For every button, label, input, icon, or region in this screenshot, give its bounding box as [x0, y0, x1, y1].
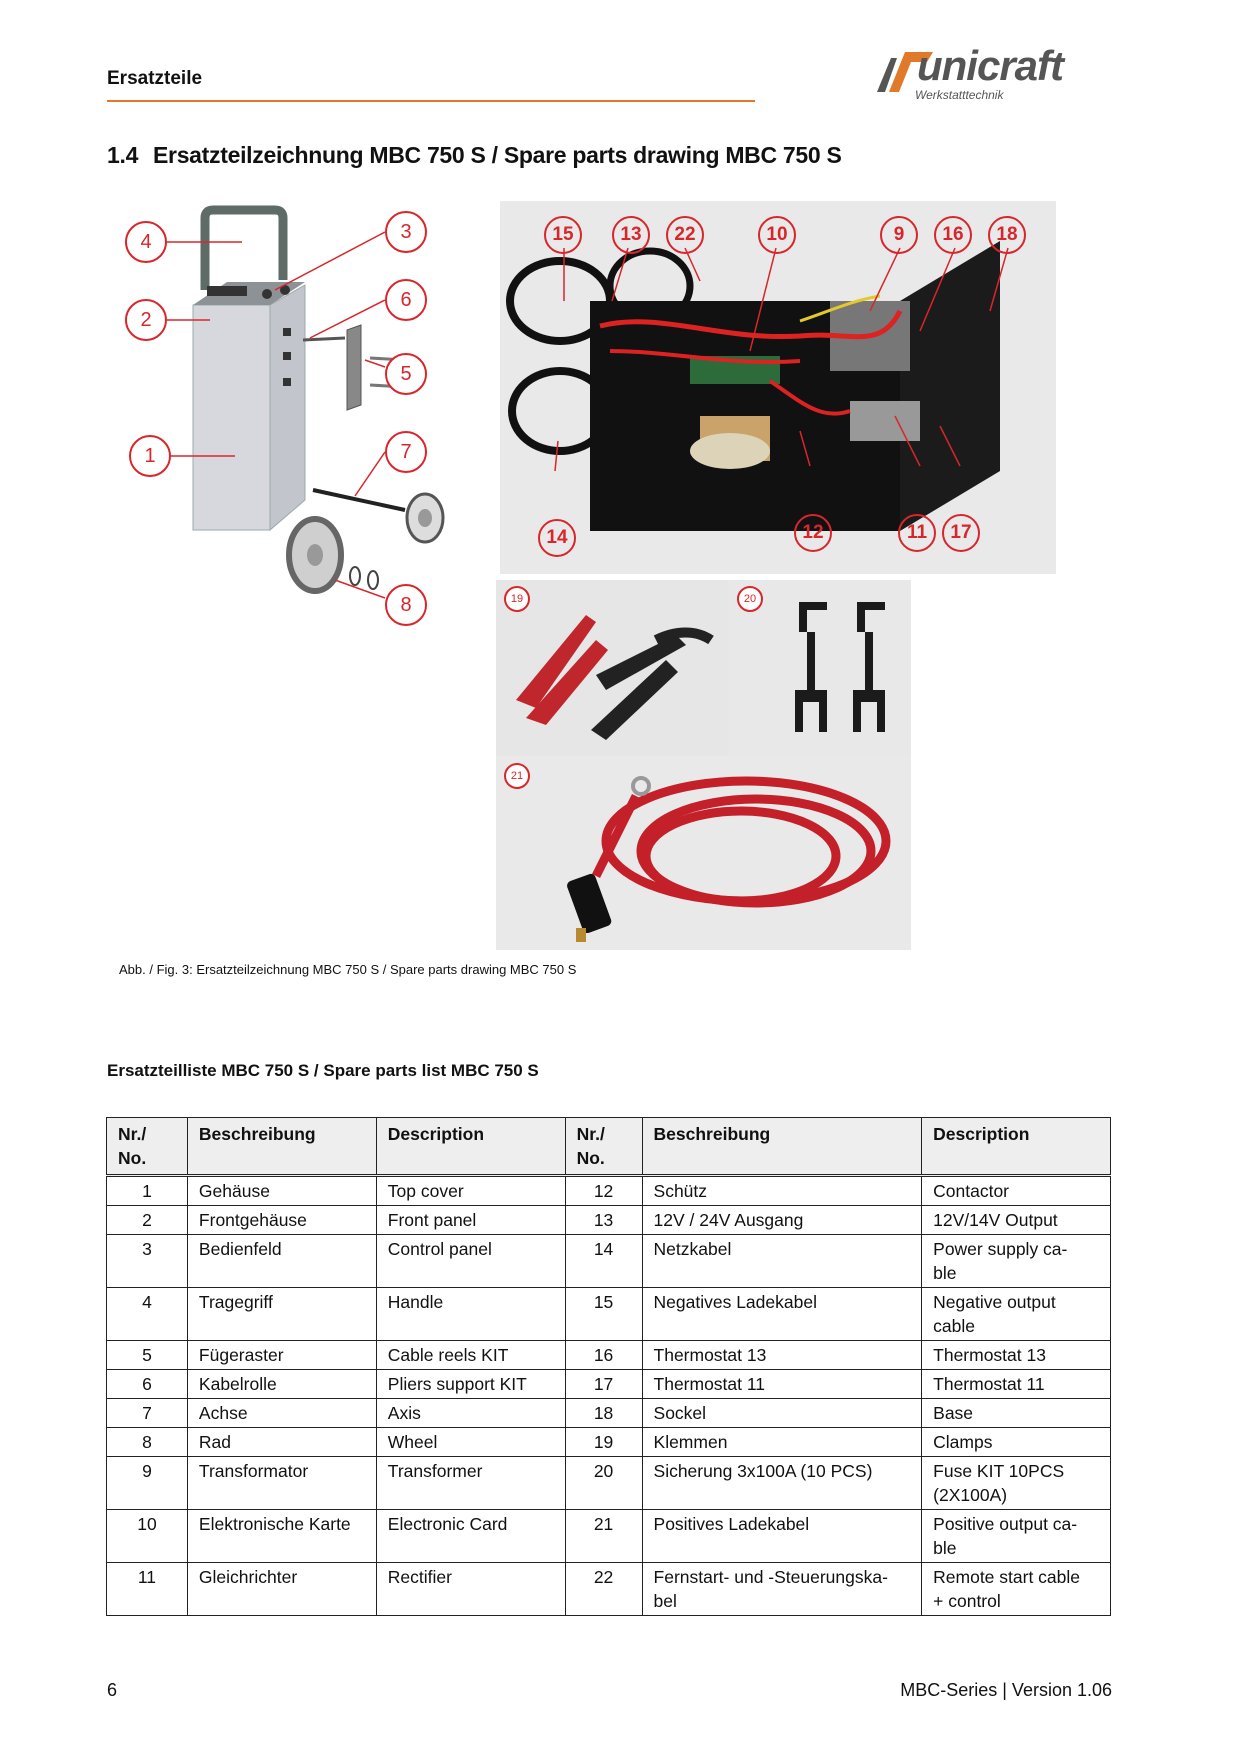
cell-beschreibung: Transformator [187, 1457, 376, 1510]
callout-8: 8 [385, 584, 427, 626]
callout-4: 4 [125, 221, 167, 263]
cell-beschreibung: Achse [187, 1399, 376, 1428]
cell-description: 12V/14V Output [922, 1206, 1111, 1235]
col-header-description: Description [922, 1118, 1111, 1176]
table-row [107, 1510, 1111, 1563]
table-row [107, 1457, 1111, 1510]
cell-no: 4 [107, 1288, 188, 1341]
cell-description: Base [922, 1399, 1111, 1428]
cell-beschreibung: Thermostat 13 [642, 1341, 922, 1370]
callout-22: 22 [666, 216, 704, 254]
cell-description: Transformer [376, 1457, 565, 1510]
table-row [107, 1370, 1111, 1399]
cell-no: 6 [107, 1370, 188, 1399]
cell-no: 20 [565, 1457, 642, 1510]
callout-9: 9 [880, 216, 918, 254]
cell-description: Pliers support KIT [376, 1370, 565, 1399]
cell-beschreibung: Tragegriff [187, 1288, 376, 1341]
figure-caption: Abb. / Fig. 3: Ersatzteilzeichnung MBC 750 S / Spare parts drawing MBC 750 S [119, 962, 577, 977]
logo-tagline: Werkstatttechnik [915, 88, 1004, 102]
col-header-beschreibung: Beschreibung [642, 1118, 922, 1176]
cell-no: 2 [107, 1206, 188, 1235]
cell-beschreibung: Positives Ladekabel [642, 1510, 922, 1563]
table-row [107, 1176, 1111, 1206]
cell-no: 18 [565, 1399, 642, 1428]
section-heading [107, 142, 842, 169]
callout-18: 18 [988, 216, 1026, 254]
cell-description: Front panel [376, 1206, 565, 1235]
cell-beschreibung: Frontgehäuse [187, 1206, 376, 1235]
callout-20: 20 [737, 586, 763, 612]
cell-description: Contactor [922, 1176, 1111, 1206]
cell-description: Control panel [376, 1235, 565, 1288]
footer-series: MBC-Series | Version 1.06 [900, 1680, 1112, 1700]
cell-beschreibung: Negatives Ladekabel [642, 1288, 922, 1341]
col-header-no: Nr./ No. [107, 1118, 188, 1176]
cell-description: Negative output cable [922, 1288, 1111, 1341]
cell-description: Clamps [922, 1428, 1111, 1457]
table-row [107, 1206, 1111, 1235]
positive-cable-photo [496, 756, 911, 950]
callout-3: 3 [385, 211, 427, 253]
cell-description: Thermostat 13 [922, 1341, 1111, 1370]
callout-2: 2 [125, 299, 167, 341]
cell-description: Positive output ca- ble [922, 1510, 1111, 1563]
table-row [107, 1399, 1111, 1428]
callout-19: 19 [504, 586, 530, 612]
cell-description: Electronic Card [376, 1510, 565, 1563]
clamps-photo [496, 580, 729, 756]
callout-21: 21 [504, 763, 530, 789]
header-rule [107, 100, 755, 102]
callout-12: 12 [794, 514, 832, 552]
cell-beschreibung: Sockel [642, 1399, 922, 1428]
col-header-beschreibung: Beschreibung [187, 1118, 376, 1176]
cell-description: Handle [376, 1288, 565, 1341]
cell-no: 12 [565, 1176, 642, 1206]
cell-no: 16 [565, 1341, 642, 1370]
cell-beschreibung: Netzkabel [642, 1235, 922, 1288]
cell-no: 21 [565, 1510, 642, 1563]
cell-beschreibung: 12V / 24V Ausgang [642, 1206, 922, 1235]
cell-no: 5 [107, 1341, 188, 1370]
cell-beschreibung: Fernstart- und -Steuerungska- bel [642, 1563, 922, 1616]
callout-7: 7 [385, 431, 427, 473]
col-header-description: Description [376, 1118, 565, 1176]
col-header-no: Nr./ No. [565, 1118, 642, 1176]
cell-no: 13 [565, 1206, 642, 1235]
cell-description: Remote start cable + control [922, 1563, 1111, 1616]
cell-beschreibung: Gleichrichter [187, 1563, 376, 1616]
parts-list-title: Ersatzteilliste MBC 750 S / Spare parts list MBC 750 S [107, 1061, 539, 1080]
brand-logo [875, 44, 1110, 106]
section-heading-text: Ersatzteilzeichnung MBC 750 S / Spare parts drawing MBC 750 S [153, 142, 842, 168]
cell-no: 17 [565, 1370, 642, 1399]
cell-description: Wheel [376, 1428, 565, 1457]
cell-no: 22 [565, 1563, 642, 1616]
cell-description: Top cover [376, 1176, 565, 1206]
cell-description: Power supply ca- ble [922, 1235, 1111, 1288]
cell-beschreibung: Kabelrolle [187, 1370, 376, 1399]
cell-description: Rectifier [376, 1563, 565, 1616]
callout-5: 5 [385, 353, 427, 395]
cell-beschreibung: Thermostat 11 [642, 1370, 922, 1399]
callout-14: 14 [538, 519, 576, 557]
table-row [107, 1428, 1111, 1457]
page-number: 6 [107, 1680, 118, 1700]
cell-beschreibung: Fügeraster [187, 1341, 376, 1370]
table-header-row [107, 1118, 1111, 1176]
parts-table [106, 1117, 1111, 1616]
cell-beschreibung: Gehäuse [187, 1176, 376, 1206]
cell-no: 1 [107, 1176, 188, 1206]
cell-beschreibung: Sicherung 3x100A (10 PCS) [642, 1457, 922, 1510]
cell-no: 15 [565, 1288, 642, 1341]
cell-beschreibung: Elektronische Karte [187, 1510, 376, 1563]
cell-no: 7 [107, 1399, 188, 1428]
callout-10: 10 [758, 216, 796, 254]
cell-beschreibung: Bedienfeld [187, 1235, 376, 1288]
cell-description: Thermostat 11 [922, 1370, 1111, 1399]
callout-16: 16 [934, 216, 972, 254]
header-section-title: Ersatzteile [107, 68, 203, 89]
cell-beschreibung: Rad [187, 1428, 376, 1457]
table-row [107, 1341, 1111, 1370]
cell-beschreibung: Klemmen [642, 1428, 922, 1457]
charger-interior-photo [500, 201, 1056, 574]
callout-13: 13 [612, 216, 650, 254]
cell-no: 9 [107, 1457, 188, 1510]
fuses-photo [729, 580, 911, 756]
cell-beschreibung: Schütz [642, 1176, 922, 1206]
table-row [107, 1235, 1111, 1288]
charger-exploded-drawing [115, 200, 485, 630]
cell-description: Cable reels KIT [376, 1341, 565, 1370]
cell-no: 3 [107, 1235, 188, 1288]
cell-description: Fuse KIT 10PCS (2X100A) [922, 1457, 1111, 1510]
section-number: 1.4 [107, 142, 139, 168]
cell-no: 11 [107, 1563, 188, 1616]
cell-no: 10 [107, 1510, 188, 1563]
parts-table-body [107, 1176, 1111, 1616]
cell-no: 14 [565, 1235, 642, 1288]
callout-11: 11 [898, 514, 936, 552]
cell-no: 8 [107, 1428, 188, 1457]
callout-6: 6 [385, 279, 427, 321]
callout-15: 15 [544, 216, 582, 254]
logo-wordmark: unicraft [917, 42, 1064, 89]
cell-no: 19 [565, 1428, 642, 1457]
callout-17: 17 [942, 514, 980, 552]
cell-description: Axis [376, 1399, 565, 1428]
table-row [107, 1563, 1111, 1616]
callout-1: 1 [129, 435, 171, 477]
table-row [107, 1288, 1111, 1341]
